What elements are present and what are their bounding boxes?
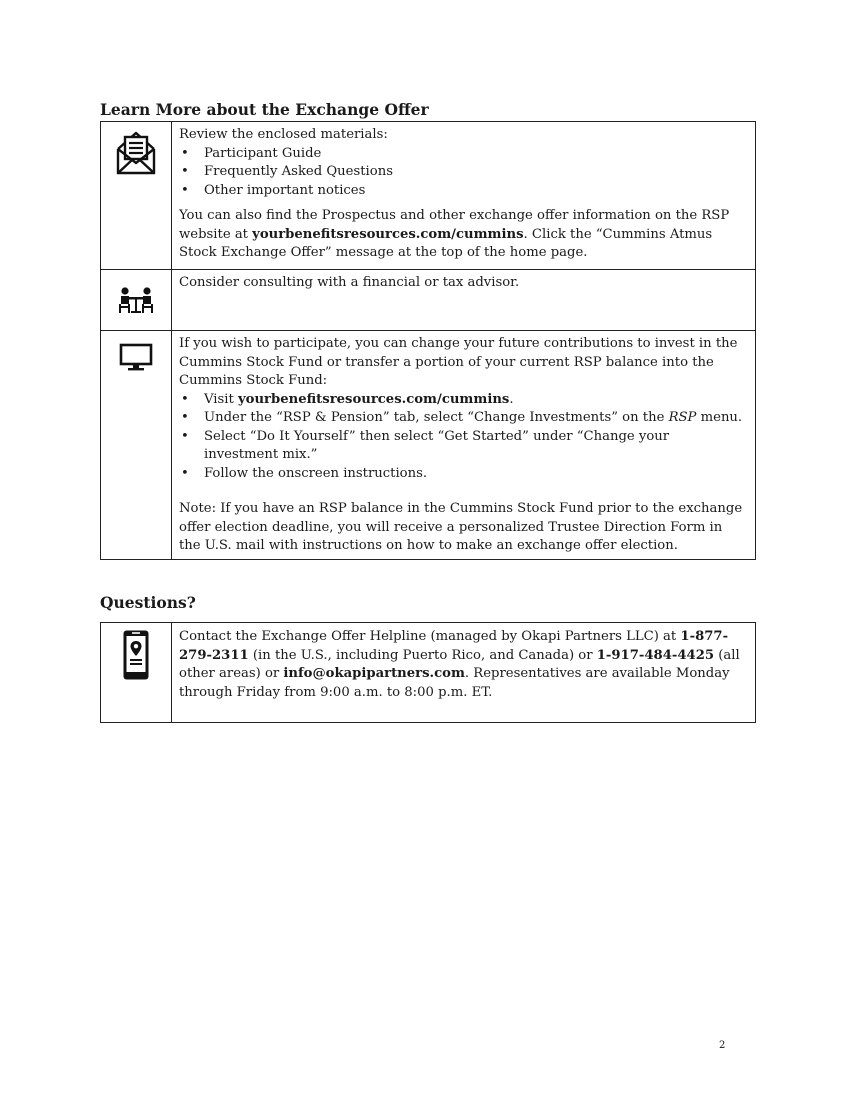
icon-cell (101, 270, 172, 331)
participation-intro: If you wish to participate, you can change your future contributions to invest in the Cummins Stock Fund or transfer a portion of your current RSP balance into the Cummins Stock Fund: (179, 336, 738, 388)
mobile-phone-location-icon (122, 629, 150, 681)
prospectus-paragraph (179, 207, 747, 263)
envelope-document-icon (114, 129, 158, 175)
table-row (101, 331, 756, 560)
phone-us[interactable]: 1-877-279-2311 (179, 629, 729, 663)
learn-materials-cell (172, 122, 756, 270)
step-text-end: . (509, 391, 514, 407)
helpline-text: (all other areas) or (179, 647, 740, 681)
phone-other[interactable]: 1-917-484-4425 (596, 647, 715, 663)
materials-list (179, 145, 747, 201)
list-item (179, 391, 747, 410)
participation-cell (172, 331, 756, 560)
list-item: • Follow the onscreen instructions. (179, 465, 747, 484)
learn-more-table (100, 121, 756, 560)
table-row (101, 122, 756, 270)
section-heading-learn-more: Learn More about the Exchange Offer (100, 100, 429, 119)
list-item: • Frequently Asked Questions (179, 163, 747, 182)
list-item: • Participant Guide (179, 145, 747, 164)
website-link[interactable]: yourbenefitsresources.com/cummins (252, 226, 524, 242)
table-row (101, 270, 756, 331)
page-number: 2 (719, 1040, 726, 1051)
helpline-cell (172, 623, 756, 723)
advisor-meeting-icon (118, 286, 154, 314)
participation-steps (179, 391, 747, 484)
icon-cell (101, 331, 172, 560)
note-paragraph: Note: If you have an RSP balance in the Cummins Stock Fund prior to the exchange offer election deadline, you will receive a personalized Trustee Direction Form in the U.S. mail with instructions on how to make an exchange offer election. (179, 501, 743, 553)
table-row (101, 623, 756, 723)
step-text: Visit (204, 391, 238, 407)
section-heading-questions: Questions? (100, 593, 196, 612)
list-item (179, 409, 747, 428)
icon-cell (101, 122, 172, 270)
list-item: • Select “Do It Yourself” then select “Get Started” under “Change your investment mix.” (179, 428, 747, 465)
questions-table (100, 622, 756, 723)
list-item: • Other important notices (179, 182, 747, 201)
step-text-end: menu. (696, 410, 743, 425)
rsp-emphasis: RSP (668, 410, 697, 425)
icon-cell (101, 623, 172, 723)
helpline-text: Contact the Exchange Offer Helpline (managed by Okapi Partners LLC) at (179, 629, 681, 644)
materials-intro: Review the enclosed materials: (179, 127, 388, 142)
helpline-text: (in the U.S., including Puerto Rico, and Canada) or (248, 647, 597, 663)
step-text: Under the “RSP & Pension” tab, select “Change Investments” on the (204, 410, 669, 425)
prospectus-text-end: . Click the “Cummins Atmus Stock Exchange Offer” message at the top of the home page. (179, 226, 713, 260)
prospectus-text: You can also find the Prospectus and other exchange offer information on the RSP website at (179, 208, 730, 242)
advisor-text: Consider consulting with a financial or tax advisor. (179, 275, 520, 290)
helpline-paragraph (179, 628, 747, 702)
computer-monitor-icon (119, 343, 153, 371)
website-link[interactable]: yourbenefitsresources.com/cummins (238, 391, 510, 407)
helpline-text: . Representatives are available Monday through Friday from 9:00 a.m. to 8:00 p.m. ET. (179, 666, 730, 700)
advisor-cell (172, 270, 756, 331)
email-link[interactable]: info@okapipartners.com (283, 666, 465, 681)
